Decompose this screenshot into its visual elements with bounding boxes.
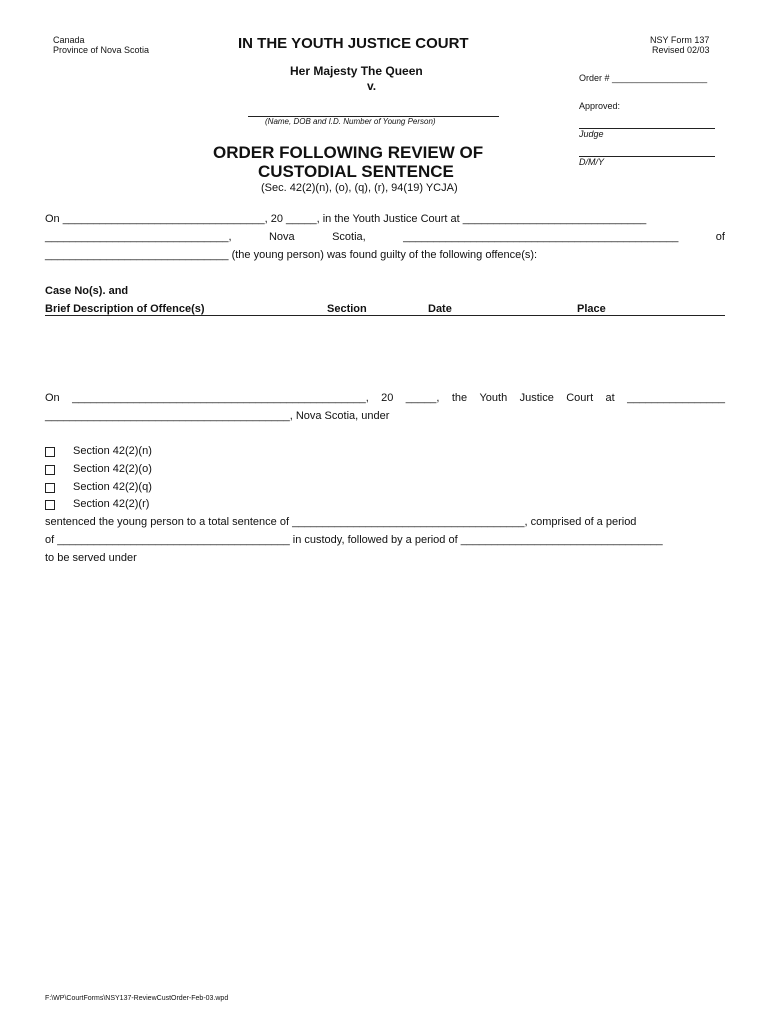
para2-line1-part: at [605, 392, 615, 404]
section-42-2-r-checkbox[interactable] [45, 500, 55, 510]
form-number: NSY Form 137 [650, 35, 710, 45]
para2-line1-part: ________________________________________________, [72, 392, 369, 404]
para1-line2-part: of [715, 231, 725, 243]
para3-line2: of ______________________________________ in custody, followed by a period of _________________________________ [45, 534, 663, 546]
file-path-footer: F:\WP\CourtForms\NSY137-ReviewCustOrder-Feb-03.wpd [45, 995, 229, 1002]
para2-line1 [45, 392, 725, 404]
para3-line1: sentenced the young person to a total sentence of ______________________________________, comprised of a period [45, 516, 637, 528]
section-42-2-r-label: Section 42(2)(r) [73, 498, 150, 510]
para2-line1-part: Youth [479, 392, 508, 404]
section-42-2-q-label: Section 42(2)(q) [73, 481, 152, 493]
para1-line1: On _________________________________, 20 _____, in the Youth Justice Court at ______________________________ [45, 213, 647, 225]
col-description: Brief Description of Offence(s) [45, 303, 205, 315]
case-numbers-heading: Case No(s). and [45, 285, 129, 297]
approved-label: Approved: [579, 101, 621, 111]
para1-line2 [45, 231, 725, 243]
crown-party: Her Majesty The Queen [290, 64, 423, 78]
revised-date: Revised 02/03 [652, 45, 710, 55]
para1-line2-part: _____________________________________________ [403, 231, 679, 243]
para2-line1-part: the [451, 392, 468, 404]
para2-line1-part: 20 [381, 392, 394, 404]
country-label: Canada [53, 35, 85, 45]
col-place: Place [577, 303, 606, 315]
para2-line1-part: Court [566, 392, 594, 404]
table-header-rule [45, 315, 725, 316]
young-person-caption: (Name, DOB and I.D. Number of Young Person) [265, 117, 436, 126]
section-42-2-n-label: Section 42(2)(n) [73, 445, 152, 457]
judge-label: Judge [579, 129, 604, 139]
para2-line2: ________________________________________, Nova Scotia, under [45, 410, 390, 422]
para2-line1-part: _____, [405, 392, 440, 404]
para2-line1-part: ________________ [627, 392, 725, 404]
versus-label: v. [367, 79, 377, 93]
para3-line3: to be served under [45, 552, 137, 564]
section-42-2-n-checkbox[interactable] [45, 447, 55, 457]
court-title: IN THE YOUTH JUSTICE COURT [238, 35, 469, 52]
para2-line1-part: Justice [519, 392, 554, 404]
order-number: Order # ___________________ [579, 73, 708, 83]
para1-line2-part: Scotia, [332, 231, 366, 243]
para1-line2-part: ______________________________, [45, 231, 232, 243]
col-section: Section [327, 303, 367, 315]
form-title-line1: ORDER FOLLOWING REVIEW OF [213, 143, 484, 162]
section-42-2-o-label: Section 42(2)(o) [73, 463, 152, 475]
statute-citation: (Sec. 42(2)(n), (o), (q), (r), 94(19) YCJA) [261, 182, 458, 194]
section-42-2-q-checkbox[interactable] [45, 483, 55, 493]
col-date: Date [428, 303, 452, 315]
para1-line3: ______________________________ (the young person) was found guilty of the following offence(s): [45, 249, 538, 261]
province-label: Province of Nova Scotia [53, 45, 150, 55]
para1-line2-part: Nova [268, 231, 295, 243]
form-title-line2: CUSTODIAL SENTENCE [258, 162, 454, 181]
section-42-2-o-checkbox[interactable] [45, 465, 55, 475]
dmy-label: D/M/Y [579, 157, 605, 167]
para2-line1-part: On [45, 392, 60, 404]
